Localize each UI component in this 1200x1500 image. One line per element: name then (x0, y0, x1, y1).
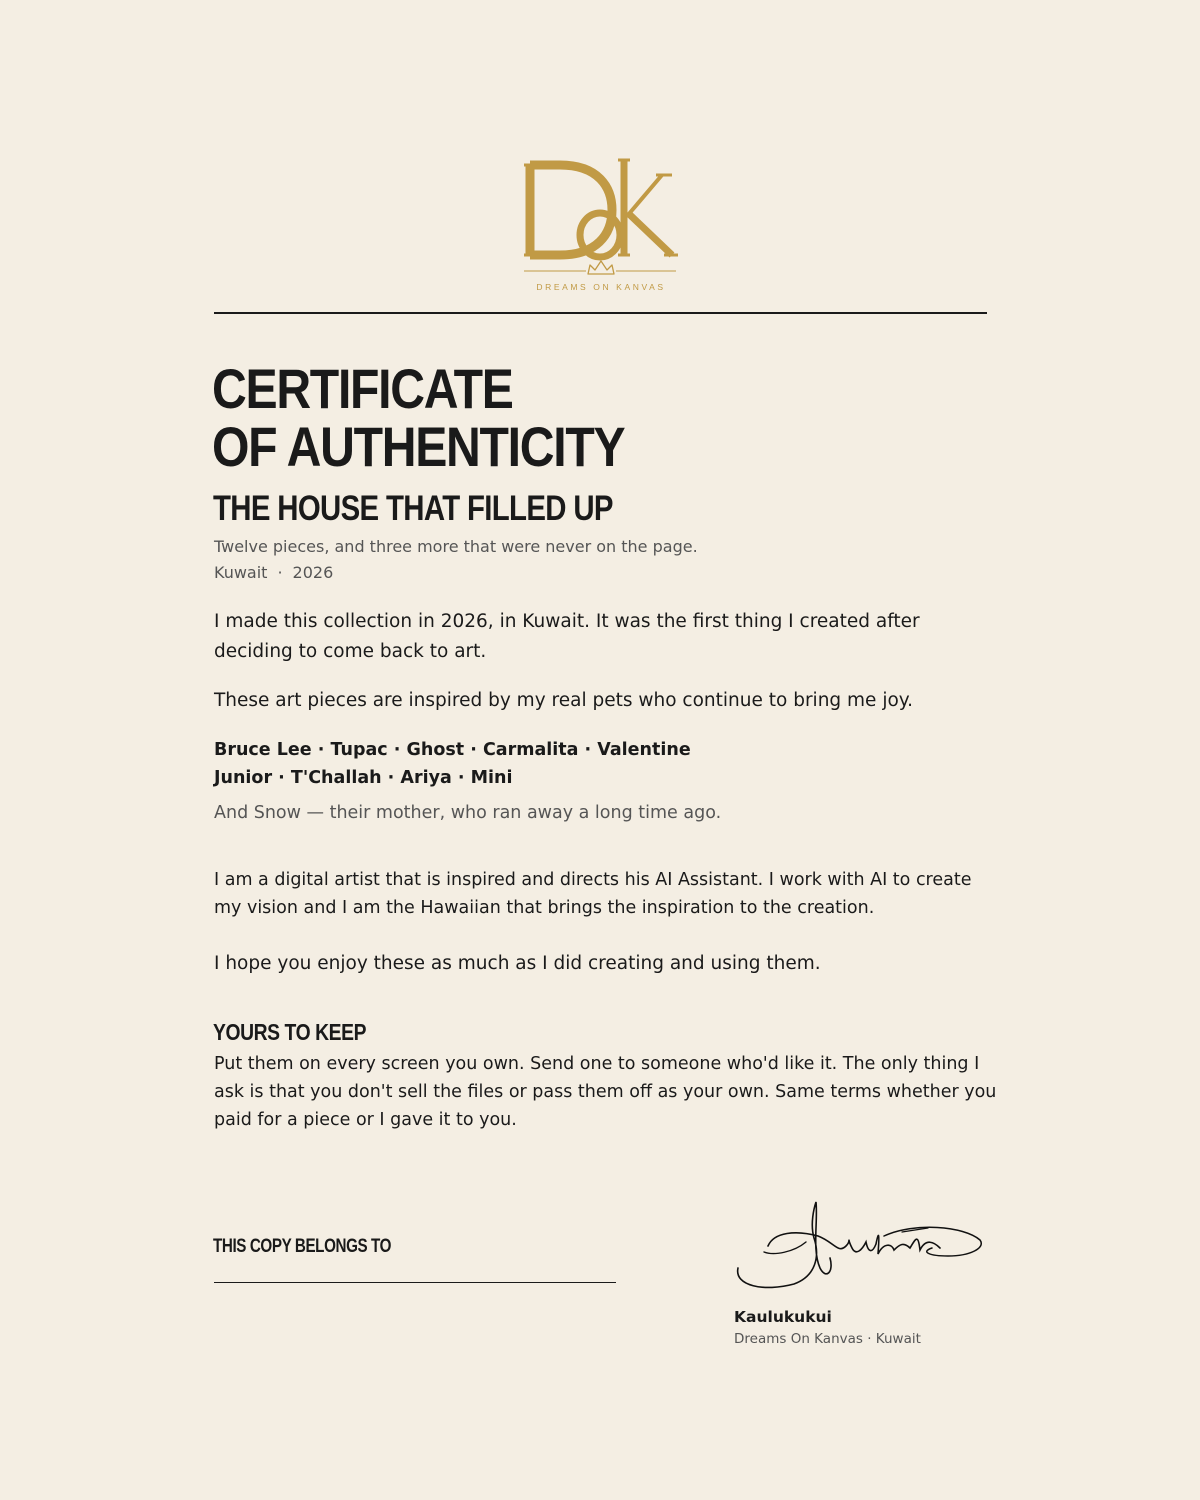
owner-signature-line (214, 1282, 616, 1283)
artist-paragraph: I am a digital artist that is inspired and directs his AI Assistant. I work with AI to create my vision and I am the Hawaiian that brings the inspiration to the creation. (214, 870, 972, 918)
title-line-1: CERTIFICATE (212, 357, 513, 420)
pet-names-line-1: Bruce Lee · Tupac · Ghost · Carmalita · Valentine (214, 740, 691, 760)
snow-note: And Snow — their mother, who ran away a long time ago. (214, 803, 722, 823)
pet-names-line-2: Junior · T'Challah · Ariya · Mini (214, 768, 513, 788)
pet-names (214, 736, 691, 792)
location: Kuwait (214, 563, 268, 582)
location-year (214, 563, 333, 583)
terms-text: Put them on every screen you own. Send one to someone who'd like it. The only thing I ask is that you don't sell the files or pass them off as your own. Same terms whether you paid for a piece or I gave it to you. (214, 1054, 997, 1130)
signer-name: Kaulukukui (734, 1308, 832, 1326)
certificate-title (212, 357, 625, 478)
logo-wordmark: DREAMS ON KANVAS (536, 282, 666, 292)
signer-affiliation: Dreams On Kanvas · Kuwait (734, 1331, 921, 1347)
collection-title: THE HOUSE THAT FILLED UP (213, 489, 613, 528)
owner-label: THIS COPY BELONGS TO (213, 1236, 392, 1257)
title-line-2: OF AUTHENTICITY (212, 415, 625, 478)
dok-logo (516, 155, 686, 295)
header-divider (214, 312, 987, 314)
intro-paragraph: I made this collection in 2026, in Kuwait. It was the first thing I created after deciding to come back to art. (214, 611, 920, 662)
inspiration-paragraph: These art pieces are inspired by my real pets who continue to bring me joy. (214, 690, 913, 711)
artist-signature (734, 1198, 986, 1298)
terms-heading: YOURS TO KEEP (213, 1019, 367, 1045)
closing-paragraph: I hope you enjoy these as much as I did creating and using them. (214, 953, 821, 974)
year: 2026 (292, 563, 334, 582)
meta-separator: · (277, 563, 283, 582)
tagline: Twelve pieces, and three more that were never on the page. (214, 537, 698, 556)
